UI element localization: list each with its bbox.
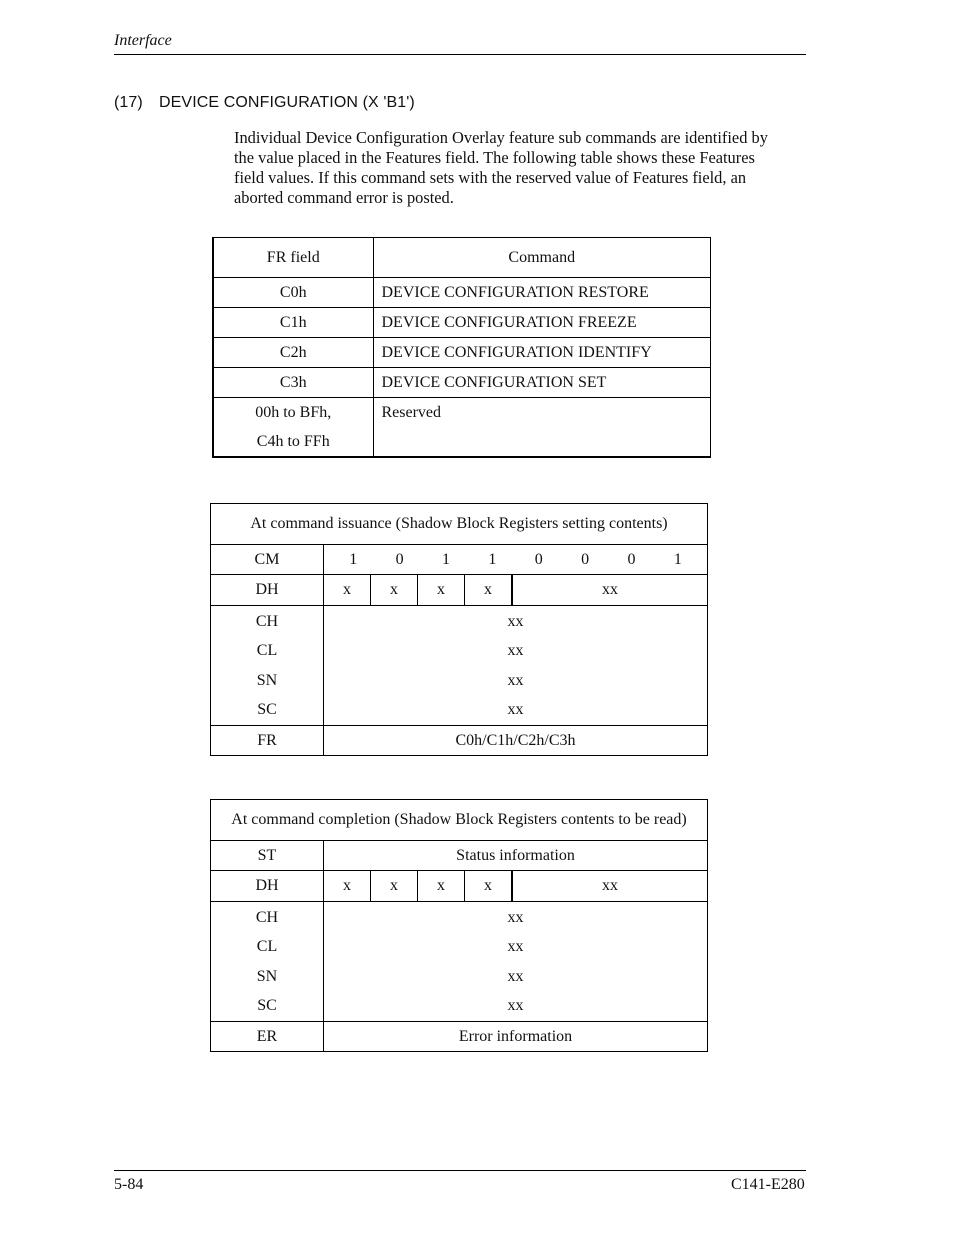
dh-bits <box>324 871 708 902</box>
register-label-ch: CH <box>255 908 279 926</box>
bit-value: 1 <box>673 550 682 568</box>
register-value: xx <box>507 908 524 926</box>
paragraph-line: aborted command error is posted. <box>234 188 454 207</box>
bit-value: x <box>465 575 513 605</box>
fr-range-line: C4h to FFh <box>256 433 330 450</box>
er-register-value: Error information <box>324 1022 708 1052</box>
bit-value: x <box>371 575 418 605</box>
command-name: DEVICE CONFIGURATION RESTORE <box>373 278 711 308</box>
register-label-fr: FR <box>211 726 324 756</box>
completion-register-table <box>210 799 708 1052</box>
table-caption: At command issuance (Shadow Block Registers setting contents) <box>211 504 708 545</box>
intro-paragraph <box>234 128 799 208</box>
register-value: xx <box>507 612 524 630</box>
register-values <box>324 902 708 1022</box>
bit-value: x <box>418 575 465 605</box>
running-header: Interface <box>114 32 172 49</box>
header-rule <box>114 54 806 55</box>
table-row <box>213 338 711 368</box>
register-value: xx <box>507 671 524 689</box>
page-number: 5-84 <box>114 1176 144 1193</box>
bit-value: x <box>324 871 371 901</box>
table-row <box>213 368 711 398</box>
register-label-ch: CH <box>255 612 279 630</box>
column-header-command: Command <box>373 238 711 278</box>
register-labels <box>211 606 324 726</box>
dh-bits <box>324 575 708 606</box>
issuance-register-table <box>210 503 708 756</box>
paragraph-line: Individual Device Configuration Overlay feature sub commands are identified by <box>234 128 768 147</box>
command-name: DEVICE CONFIGURATION SET <box>373 368 711 398</box>
register-value: xx <box>507 701 524 718</box>
register-value: xx <box>507 642 524 659</box>
register-label-sn: SN <box>256 671 278 689</box>
fr-value-reserved-range <box>213 398 373 458</box>
table-header-row <box>213 238 711 278</box>
column-header-fr-field: FR field <box>213 238 373 278</box>
bit-value: 0 <box>534 550 543 568</box>
register-label-er: ER <box>211 1022 324 1052</box>
table-caption: At command completion (Shadow Block Registers contents to be read) <box>211 800 708 841</box>
bit-value: 0 <box>581 550 590 568</box>
bit-value: 0 <box>627 550 636 568</box>
dh-rest-value: xx <box>602 877 618 894</box>
dh-rest-value: xx <box>602 581 618 598</box>
register-value: xx <box>507 967 524 985</box>
fr-value: C2h <box>213 338 373 368</box>
table-row <box>213 278 711 308</box>
bit-value: 0 <box>395 550 404 568</box>
bit-value: 1 <box>349 550 358 568</box>
register-label-cl: CL <box>256 642 278 659</box>
table-row <box>213 308 711 338</box>
command-name: DEVICE CONFIGURATION FREEZE <box>373 308 711 338</box>
footer-rule <box>114 1170 806 1171</box>
bit-value: x <box>418 871 465 901</box>
register-label-sc: SC <box>257 997 277 1014</box>
register-label-sn: SN <box>256 967 278 985</box>
command-name: DEVICE CONFIGURATION IDENTIFY <box>373 338 711 368</box>
st-register-value: Status information <box>324 841 708 871</box>
paragraph-line: field values. If this command sets with the reserved value of Features field, an <box>234 168 747 187</box>
section-number: (17) <box>114 94 143 111</box>
register-labels <box>211 902 324 1022</box>
section-title: DEVICE CONFIGURATION (X 'B1') <box>159 94 415 111</box>
cm-bits <box>324 545 708 575</box>
section-heading <box>114 94 415 112</box>
register-label-st: ST <box>211 841 324 871</box>
register-label-cl: CL <box>256 938 278 955</box>
bit-value: x <box>324 575 371 605</box>
register-label-sc: SC <box>257 701 277 718</box>
bit-value: 1 <box>441 550 450 568</box>
register-value: xx <box>507 938 524 955</box>
bit-value: x <box>465 871 513 901</box>
bit-value: 1 <box>488 550 497 568</box>
features-table <box>212 237 711 458</box>
paragraph-line: the value placed in the Features field. The following table shows these Features <box>234 148 755 167</box>
table-row-reserved <box>213 398 711 458</box>
register-values <box>324 606 708 726</box>
register-value: xx <box>507 997 524 1014</box>
fr-value: C0h <box>213 278 373 308</box>
command-name: Reserved <box>373 398 711 458</box>
fr-value: C1h <box>213 308 373 338</box>
fr-range-line: 00h to BFh, <box>255 404 332 421</box>
document-id: C141-E280 <box>731 1176 805 1193</box>
register-label-dh: DH <box>211 575 324 606</box>
fr-register-value: C0h/C1h/C2h/C3h <box>324 726 708 756</box>
register-label-dh: DH <box>211 871 324 902</box>
fr-value: C3h <box>213 368 373 398</box>
bit-value: x <box>371 871 418 901</box>
register-label-cm: CM <box>211 545 324 575</box>
